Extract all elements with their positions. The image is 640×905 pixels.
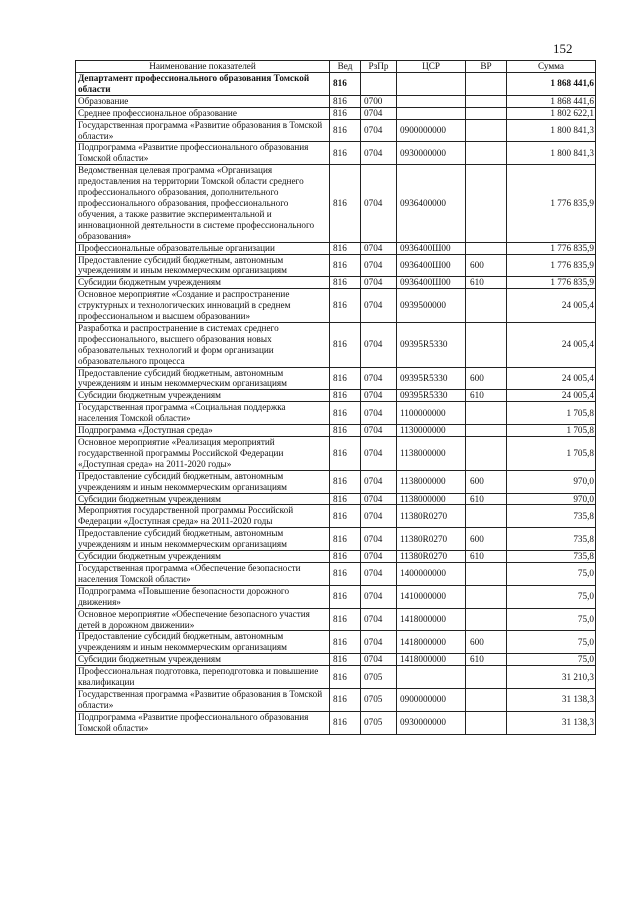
header-ved: Вед bbox=[330, 61, 361, 73]
cell-name: Разработка и распространение в системах среднего профессионального, высшего образования новых образовательных технологий и форм организации образовательного процесса bbox=[76, 322, 330, 367]
cell-csr: 0936400Ш00 bbox=[397, 242, 466, 254]
table-row bbox=[76, 585, 596, 608]
cell-vr: 600 bbox=[466, 631, 507, 654]
cell-ved: 816 bbox=[330, 425, 361, 437]
table-row bbox=[76, 631, 596, 654]
cell-vr: 610 bbox=[466, 390, 507, 402]
cell-sum: 1 776 835,9 bbox=[507, 254, 596, 277]
cell-name: Предоставление субсидий бюджетным, автономным учреждениям и иным некоммерческим организациям bbox=[76, 470, 330, 493]
cell-vr bbox=[466, 666, 507, 689]
cell-rzpr: 0704 bbox=[361, 402, 397, 425]
table-row bbox=[76, 277, 596, 289]
cell-csr bbox=[397, 95, 466, 107]
cell-vr bbox=[466, 95, 507, 107]
cell-vr bbox=[466, 505, 507, 528]
table-row bbox=[76, 402, 596, 425]
cell-rzpr: 0704 bbox=[361, 470, 397, 493]
cell-ved: 816 bbox=[330, 390, 361, 402]
cell-csr: 0930000000 bbox=[397, 142, 466, 165]
cell-name: Образование bbox=[76, 95, 330, 107]
cell-name: Субсидии бюджетным учреждениям bbox=[76, 551, 330, 563]
cell-vr bbox=[466, 711, 507, 734]
cell-csr: 11380R0270 bbox=[397, 505, 466, 528]
cell-csr: 0936400Ш00 bbox=[397, 277, 466, 289]
cell-ved: 816 bbox=[330, 551, 361, 563]
cell-ved: 816 bbox=[330, 289, 361, 323]
cell-ved: 816 bbox=[330, 666, 361, 689]
cell-vr bbox=[466, 142, 507, 165]
cell-name: Предоставление субсидий бюджетным, автономным учреждениям и иным некоммерческим организациям bbox=[76, 631, 330, 654]
cell-csr bbox=[397, 666, 466, 689]
cell-ved: 816 bbox=[330, 654, 361, 666]
cell-sum: 24 005,4 bbox=[507, 390, 596, 402]
cell-rzpr: 0704 bbox=[361, 242, 397, 254]
cell-vr bbox=[466, 425, 507, 437]
cell-name: Субсидии бюджетным учреждениям bbox=[76, 390, 330, 402]
cell-sum: 1 868 441,6 bbox=[507, 95, 596, 107]
table-row bbox=[76, 142, 596, 165]
cell-rzpr: 0704 bbox=[361, 107, 397, 119]
header-csr: ЦСР bbox=[397, 61, 466, 73]
cell-sum: 75,0 bbox=[507, 654, 596, 666]
cell-ved: 816 bbox=[330, 402, 361, 425]
cell-rzpr: 0704 bbox=[361, 254, 397, 277]
cell-vr: 610 bbox=[466, 654, 507, 666]
header-sum: Сумма bbox=[507, 61, 596, 73]
cell-sum: 1 705,8 bbox=[507, 437, 596, 471]
cell-csr: 0900000000 bbox=[397, 688, 466, 711]
table-row bbox=[76, 688, 596, 711]
table-row bbox=[76, 666, 596, 689]
cell-csr: 1400000000 bbox=[397, 562, 466, 585]
cell-ved: 816 bbox=[330, 254, 361, 277]
cell-sum: 1 776 835,9 bbox=[507, 242, 596, 254]
cell-rzpr: 0704 bbox=[361, 654, 397, 666]
cell-vr: 600 bbox=[466, 254, 507, 277]
cell-ved: 816 bbox=[330, 711, 361, 734]
cell-vr: 610 bbox=[466, 277, 507, 289]
cell-name: Профессиональные образовательные организации bbox=[76, 242, 330, 254]
cell-sum: 24 005,4 bbox=[507, 322, 596, 367]
cell-vr: 600 bbox=[466, 528, 507, 551]
cell-rzpr: 0705 bbox=[361, 666, 397, 689]
table-row bbox=[76, 505, 596, 528]
cell-name: Мероприятия государственной программы Российской Федерации «Доступная среда» на 2011-2020 годы bbox=[76, 505, 330, 528]
cell-sum: 735,8 bbox=[507, 505, 596, 528]
table-row bbox=[76, 562, 596, 585]
table-row bbox=[76, 119, 596, 142]
cell-csr: 1418000000 bbox=[397, 608, 466, 631]
cell-vr bbox=[466, 688, 507, 711]
cell-name: Субсидии бюджетным учреждениям bbox=[76, 654, 330, 666]
cell-sum: 75,0 bbox=[507, 631, 596, 654]
cell-sum: 970,0 bbox=[507, 470, 596, 493]
cell-name: Государственная программа «Обеспечение безопасности населения Томской области» bbox=[76, 562, 330, 585]
cell-vr bbox=[466, 119, 507, 142]
table-row bbox=[76, 437, 596, 471]
table-body bbox=[76, 73, 596, 735]
cell-name: Основное мероприятие «Реализация мероприятий государственной программы Российской Федерации «Доступная среда» на 2011-2020 годы» bbox=[76, 437, 330, 471]
cell-ved: 816 bbox=[330, 470, 361, 493]
cell-sum: 31 138,3 bbox=[507, 711, 596, 734]
cell-name: Субсидии бюджетным учреждениям bbox=[76, 277, 330, 289]
cell-csr: 0936400000 bbox=[397, 165, 466, 242]
cell-csr: 0936400Ш00 bbox=[397, 254, 466, 277]
cell-rzpr: 0705 bbox=[361, 688, 397, 711]
cell-name: Профессиональная подготовка, переподготовка и повышение квалификации bbox=[76, 666, 330, 689]
cell-ved: 816 bbox=[330, 608, 361, 631]
cell-vr: 600 bbox=[466, 367, 507, 390]
cell-name: Предоставление субсидий бюджетным, автономным учреждениям и иным некоммерческим организациям bbox=[76, 367, 330, 390]
cell-sum: 970,0 bbox=[507, 493, 596, 505]
table-row bbox=[76, 254, 596, 277]
cell-ved: 816 bbox=[330, 437, 361, 471]
cell-ved: 816 bbox=[330, 585, 361, 608]
table-row bbox=[76, 95, 596, 107]
cell-vr bbox=[466, 608, 507, 631]
cell-rzpr: 0704 bbox=[361, 165, 397, 242]
header-rzpr: РзПр bbox=[361, 61, 397, 73]
cell-csr: 09395R5330 bbox=[397, 390, 466, 402]
table-row bbox=[76, 242, 596, 254]
cell-name: Подпрограмма «Доступная среда» bbox=[76, 425, 330, 437]
cell-rzpr: 0704 bbox=[361, 631, 397, 654]
cell-sum: 75,0 bbox=[507, 585, 596, 608]
cell-name: Предоставление субсидий бюджетным, автономным учреждениям и иным некоммерческим организациям bbox=[76, 528, 330, 551]
cell-name: Основное мероприятие «Обеспечение безопасного участия детей в дорожном движении» bbox=[76, 608, 330, 631]
table-row bbox=[76, 608, 596, 631]
cell-vr bbox=[466, 73, 507, 96]
cell-rzpr: 0704 bbox=[361, 425, 397, 437]
cell-csr: 1418000000 bbox=[397, 631, 466, 654]
cell-vr bbox=[466, 107, 507, 119]
cell-sum: 735,8 bbox=[507, 528, 596, 551]
cell-sum: 75,0 bbox=[507, 608, 596, 631]
cell-sum: 31 210,3 bbox=[507, 666, 596, 689]
cell-vr bbox=[466, 289, 507, 323]
cell-csr: 0900000000 bbox=[397, 119, 466, 142]
table-row bbox=[76, 390, 596, 402]
table-row bbox=[76, 322, 596, 367]
cell-name: Предоставление субсидий бюджетным, автономным учреждениям и иным некоммерческим организациям bbox=[76, 254, 330, 277]
cell-csr: 1100000000 bbox=[397, 402, 466, 425]
cell-sum: 1 800 841,3 bbox=[507, 142, 596, 165]
cell-sum: 24 005,4 bbox=[507, 367, 596, 390]
header-name: Наименование показателей bbox=[76, 61, 330, 73]
table-row bbox=[76, 711, 596, 734]
cell-rzpr: 0704 bbox=[361, 142, 397, 165]
cell-ved: 816 bbox=[330, 142, 361, 165]
cell-rzpr: 0704 bbox=[361, 505, 397, 528]
cell-ved: 816 bbox=[330, 562, 361, 585]
cell-rzpr: 0704 bbox=[361, 119, 397, 142]
cell-csr: 0930000000 bbox=[397, 711, 466, 734]
cell-vr bbox=[466, 242, 507, 254]
cell-name: Государственная программа «Развитие образования в Томской области» bbox=[76, 688, 330, 711]
budget-table bbox=[75, 60, 596, 735]
cell-rzpr: 0704 bbox=[361, 585, 397, 608]
cell-name: Подпрограмма «Повышение безопасности дорожного движения» bbox=[76, 585, 330, 608]
cell-name: Департамент профессионального образования Томской области bbox=[76, 73, 330, 96]
cell-name: Основное мероприятие «Создание и распространение структурных и технологических инноваций в среднем профессиональном и высшем образовании» bbox=[76, 289, 330, 323]
cell-sum: 1 776 835,9 bbox=[507, 277, 596, 289]
cell-ved: 816 bbox=[330, 277, 361, 289]
cell-csr: 1410000000 bbox=[397, 585, 466, 608]
cell-ved: 816 bbox=[330, 73, 361, 96]
table-row bbox=[76, 165, 596, 242]
table-row bbox=[76, 528, 596, 551]
cell-vr bbox=[466, 165, 507, 242]
cell-csr: 1138000000 bbox=[397, 493, 466, 505]
cell-vr bbox=[466, 402, 507, 425]
cell-ved: 816 bbox=[330, 322, 361, 367]
cell-vr bbox=[466, 322, 507, 367]
cell-vr: 600 bbox=[466, 470, 507, 493]
cell-ved: 816 bbox=[330, 505, 361, 528]
cell-rzpr: 0704 bbox=[361, 289, 397, 323]
table-header-row bbox=[76, 61, 596, 73]
table-row bbox=[76, 493, 596, 505]
cell-name: Среднее профессиональное образование bbox=[76, 107, 330, 119]
cell-ved: 816 bbox=[330, 367, 361, 390]
table-row bbox=[76, 470, 596, 493]
cell-ved: 816 bbox=[330, 631, 361, 654]
cell-ved: 816 bbox=[330, 242, 361, 254]
cell-vr: 610 bbox=[466, 551, 507, 563]
cell-ved: 816 bbox=[330, 119, 361, 142]
cell-csr: 11380R0270 bbox=[397, 551, 466, 563]
cell-sum: 1 800 841,3 bbox=[507, 119, 596, 142]
cell-rzpr: 0704 bbox=[361, 562, 397, 585]
table-row bbox=[76, 654, 596, 666]
header-vr: ВР bbox=[466, 61, 507, 73]
table-row bbox=[76, 107, 596, 119]
cell-vr bbox=[466, 562, 507, 585]
cell-name: Государственная программа «Социальная поддержка населения Томской области» bbox=[76, 402, 330, 425]
cell-ved: 816 bbox=[330, 107, 361, 119]
cell-sum: 75,0 bbox=[507, 562, 596, 585]
cell-rzpr bbox=[361, 73, 397, 96]
table-row bbox=[76, 73, 596, 96]
cell-name: Государственная программа «Развитие образования в Томской области» bbox=[76, 119, 330, 142]
cell-name: Подпрограмма «Развитие профессионального образования Томской области» bbox=[76, 711, 330, 734]
cell-rzpr: 0704 bbox=[361, 390, 397, 402]
cell-name: Ведомственная целевая программа «Организация предоставления на территории Томской области среднего профессионального образования, дополнительного профессионального образования, профессионального обучения, а также развитие экспериментальной и инновационной деятельности в системе профессионального образования» bbox=[76, 165, 330, 242]
cell-csr: 1138000000 bbox=[397, 470, 466, 493]
cell-vr: 610 bbox=[466, 493, 507, 505]
cell-sum: 1 705,8 bbox=[507, 402, 596, 425]
cell-rzpr: 0704 bbox=[361, 493, 397, 505]
cell-name: Подпрограмма «Развитие профессионального образования Томской области» bbox=[76, 142, 330, 165]
table-row bbox=[76, 367, 596, 390]
cell-ved: 816 bbox=[330, 95, 361, 107]
cell-rzpr: 0705 bbox=[361, 711, 397, 734]
cell-ved: 816 bbox=[330, 688, 361, 711]
cell-sum: 735,8 bbox=[507, 551, 596, 563]
cell-sum: 31 138,3 bbox=[507, 688, 596, 711]
cell-sum: 1 705,8 bbox=[507, 425, 596, 437]
cell-rzpr: 0704 bbox=[361, 528, 397, 551]
table-row bbox=[76, 425, 596, 437]
cell-csr: 1418000000 bbox=[397, 654, 466, 666]
cell-ved: 816 bbox=[330, 165, 361, 242]
cell-csr: 09395R5330 bbox=[397, 322, 466, 367]
cell-rzpr: 0704 bbox=[361, 551, 397, 563]
cell-rzpr: 0704 bbox=[361, 437, 397, 471]
cell-csr: 1138000000 bbox=[397, 437, 466, 471]
cell-rzpr: 0704 bbox=[361, 322, 397, 367]
table-row bbox=[76, 551, 596, 563]
cell-rzpr: 0704 bbox=[361, 367, 397, 390]
cell-rzpr: 0704 bbox=[361, 277, 397, 289]
cell-csr bbox=[397, 73, 466, 96]
cell-csr bbox=[397, 107, 466, 119]
cell-vr bbox=[466, 437, 507, 471]
cell-csr: 1130000000 bbox=[397, 425, 466, 437]
cell-ved: 816 bbox=[330, 493, 361, 505]
cell-name: Субсидии бюджетным учреждениям bbox=[76, 493, 330, 505]
cell-rzpr: 0704 bbox=[361, 608, 397, 631]
cell-rzpr: 0700 bbox=[361, 95, 397, 107]
cell-ved: 816 bbox=[330, 528, 361, 551]
cell-sum: 1 868 441,6 bbox=[507, 73, 596, 96]
table-row bbox=[76, 289, 596, 323]
page-number: 152 bbox=[553, 41, 573, 56]
cell-sum: 24 005,4 bbox=[507, 289, 596, 323]
cell-sum: 1 776 835,9 bbox=[507, 165, 596, 242]
cell-csr: 11380R0270 bbox=[397, 528, 466, 551]
cell-csr: 0939500000 bbox=[397, 289, 466, 323]
cell-vr bbox=[466, 585, 507, 608]
cell-sum: 1 802 622,1 bbox=[507, 107, 596, 119]
cell-csr: 09395R5330 bbox=[397, 367, 466, 390]
